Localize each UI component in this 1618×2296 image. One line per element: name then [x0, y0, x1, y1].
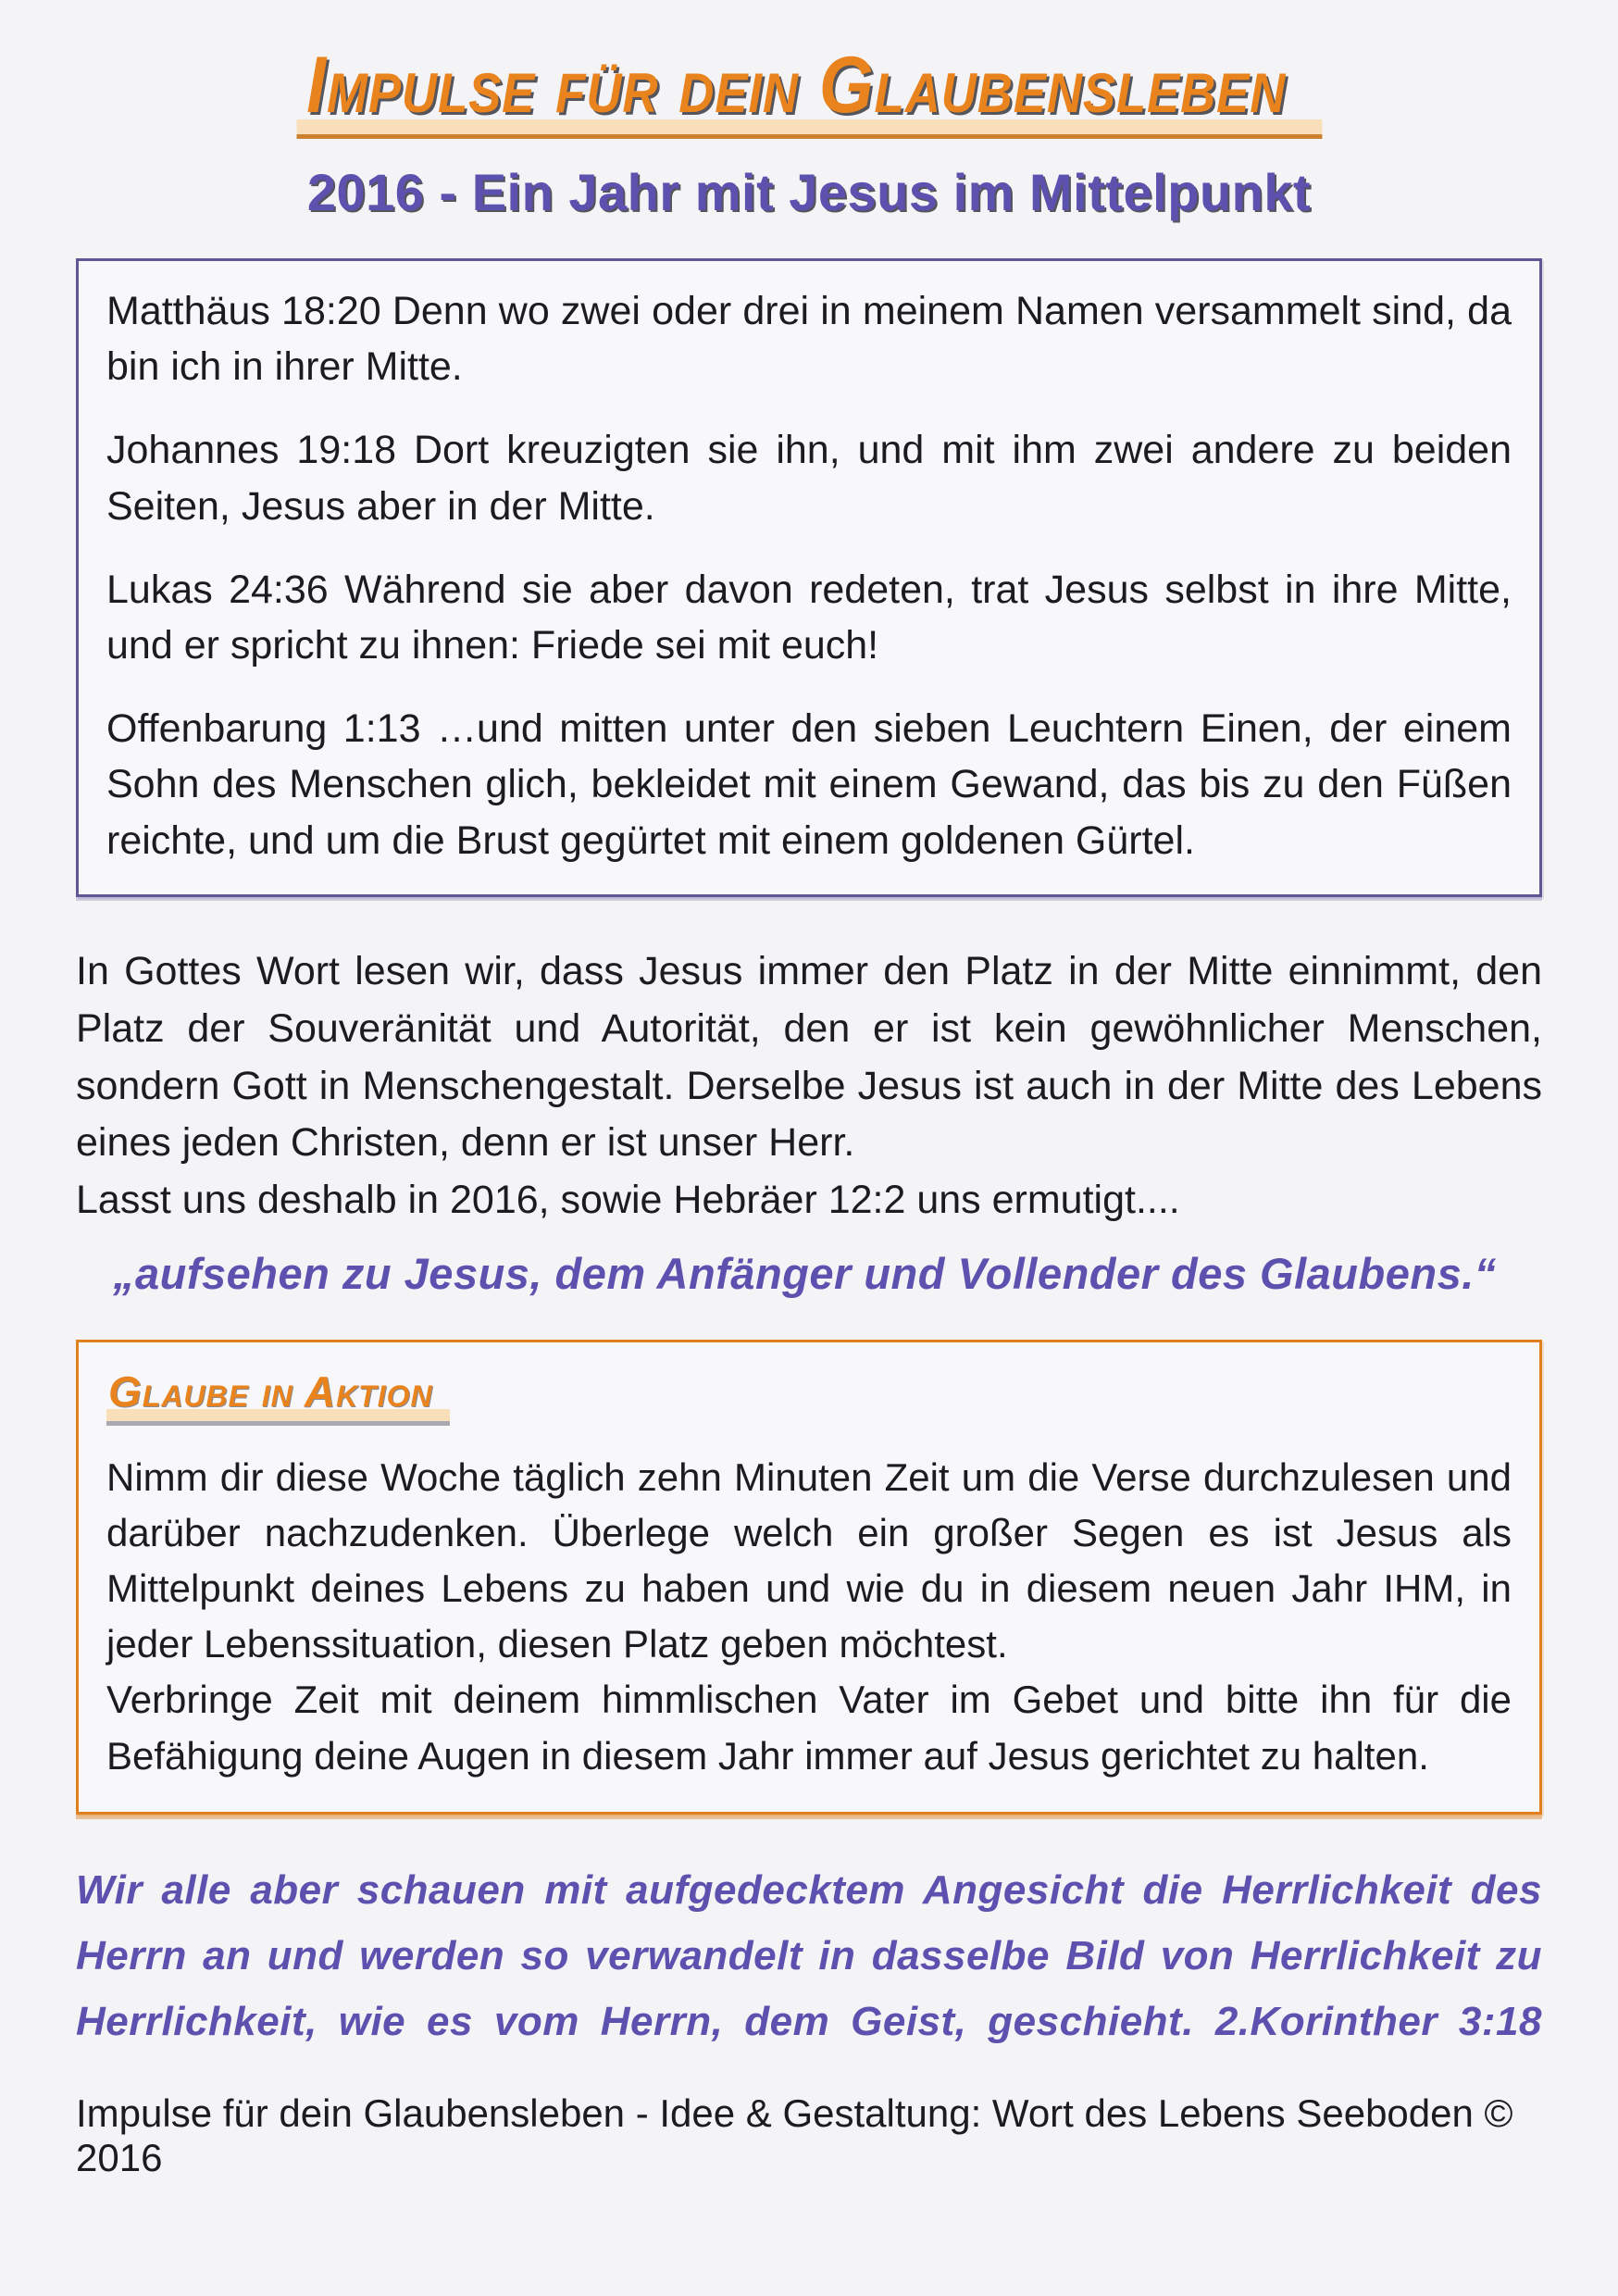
verse-paragraph-lukas: Lukas 24:36 Während sie aber davon redeten, trat Jesus selbst in ihre Mitte, und er spricht zu ihnen: Friede sei mit euch! — [106, 567, 1512, 668]
body-text — [76, 943, 1542, 1230]
action-box-heading: Glaube in Aktion — [106, 1366, 450, 1426]
verse-paragraph-johannes: Johannes 19:18 Dort kreuzigten sie ihn, und mit ihm zwei andere zu beiden Seiten, Jesus aber in der Mitte. — [106, 428, 1512, 529]
action-paragraph-2: Verbringe Zeit mit deinem himmlischen Vater im Gebet und bitte ihn für die Befähigung deine Augen in diesem Jahr immer auf Jesus gerichtet zu halten. — [106, 1678, 1512, 1778]
scripture-quote: „aufsehen zu Jesus, dem Anfänger und Vollender des Glaubens.“ — [113, 1249, 1497, 1299]
body-lead-in: Lasst uns deshalb in 2016, sowie Hebräer 12:2 uns ermutigt.... — [76, 1178, 1180, 1223]
action-paragraph-1: Nimm dir diese Woche täglich zehn Minuten Zeit um die Verse durchzulesen und darüber nachzudenken. Überlege welch ein großer Segen es ist Jesus als Mittelpunkt deines Lebens zu haben und wie du in diesem neuen Jahr IHM, in jeder Lebenssituation, diesen Platz geben möchtest. — [106, 1455, 1512, 1666]
page-header — [76, 43, 1542, 223]
body-paragraph: In Gottes Wort lesen wir, dass Jesus immer den Platz in der Mitte einnimmt, den Platz der Souveränität und Autorität, den er ist kein gewöhnlicher Menschen, sondern Gott in Menschengestalt. Derselbe Jesus ist auch in der Mitte des Lebens eines jeden Christen, denn er ist unser Herr. — [76, 948, 1542, 1166]
title-wrap — [76, 43, 1542, 139]
page-title: Impulse für dein Glaubensleben — [296, 43, 1321, 139]
verse-paragraph-offenbarung: Offenbarung 1:13 …und mitten unter den sieben Leuchtern Einen, der einem Sohn des Menschen glich, bekleidet mit einem Gewand, das bis zu den Füßen reichte, und um die Brust gegürtet mit einem goldenen Gürtel. — [106, 706, 1512, 863]
page-subtitle: 2016 - Ein Jahr mit Jesus im Mittelpunkt — [306, 162, 1312, 221]
verse-paragraph-matthaeus: Matthäus 18:20 Denn wo zwei oder drei in meinem Namen versammelt sind, da bin ich in ihrer Mitte. — [106, 289, 1512, 390]
verse-box — [76, 258, 1542, 897]
action-box — [76, 1340, 1542, 1814]
closing-verse: Wir alle aber schauen mit aufgedecktem Angesicht die Herrlichkeit des Herrn an und werden so verwandelt in dasselbe Bild von Herrlichkeit zu Herrlichkeit, wie es vom Herrn, dem Geist, geschieht. 2.Korinther 3:18 — [76, 1866, 1542, 2045]
footer-credit: Impulse für dein Glaubensleben - Idee & Gestaltung: Wort des Lebens Seeboden © 2016 — [76, 2091, 1513, 2180]
